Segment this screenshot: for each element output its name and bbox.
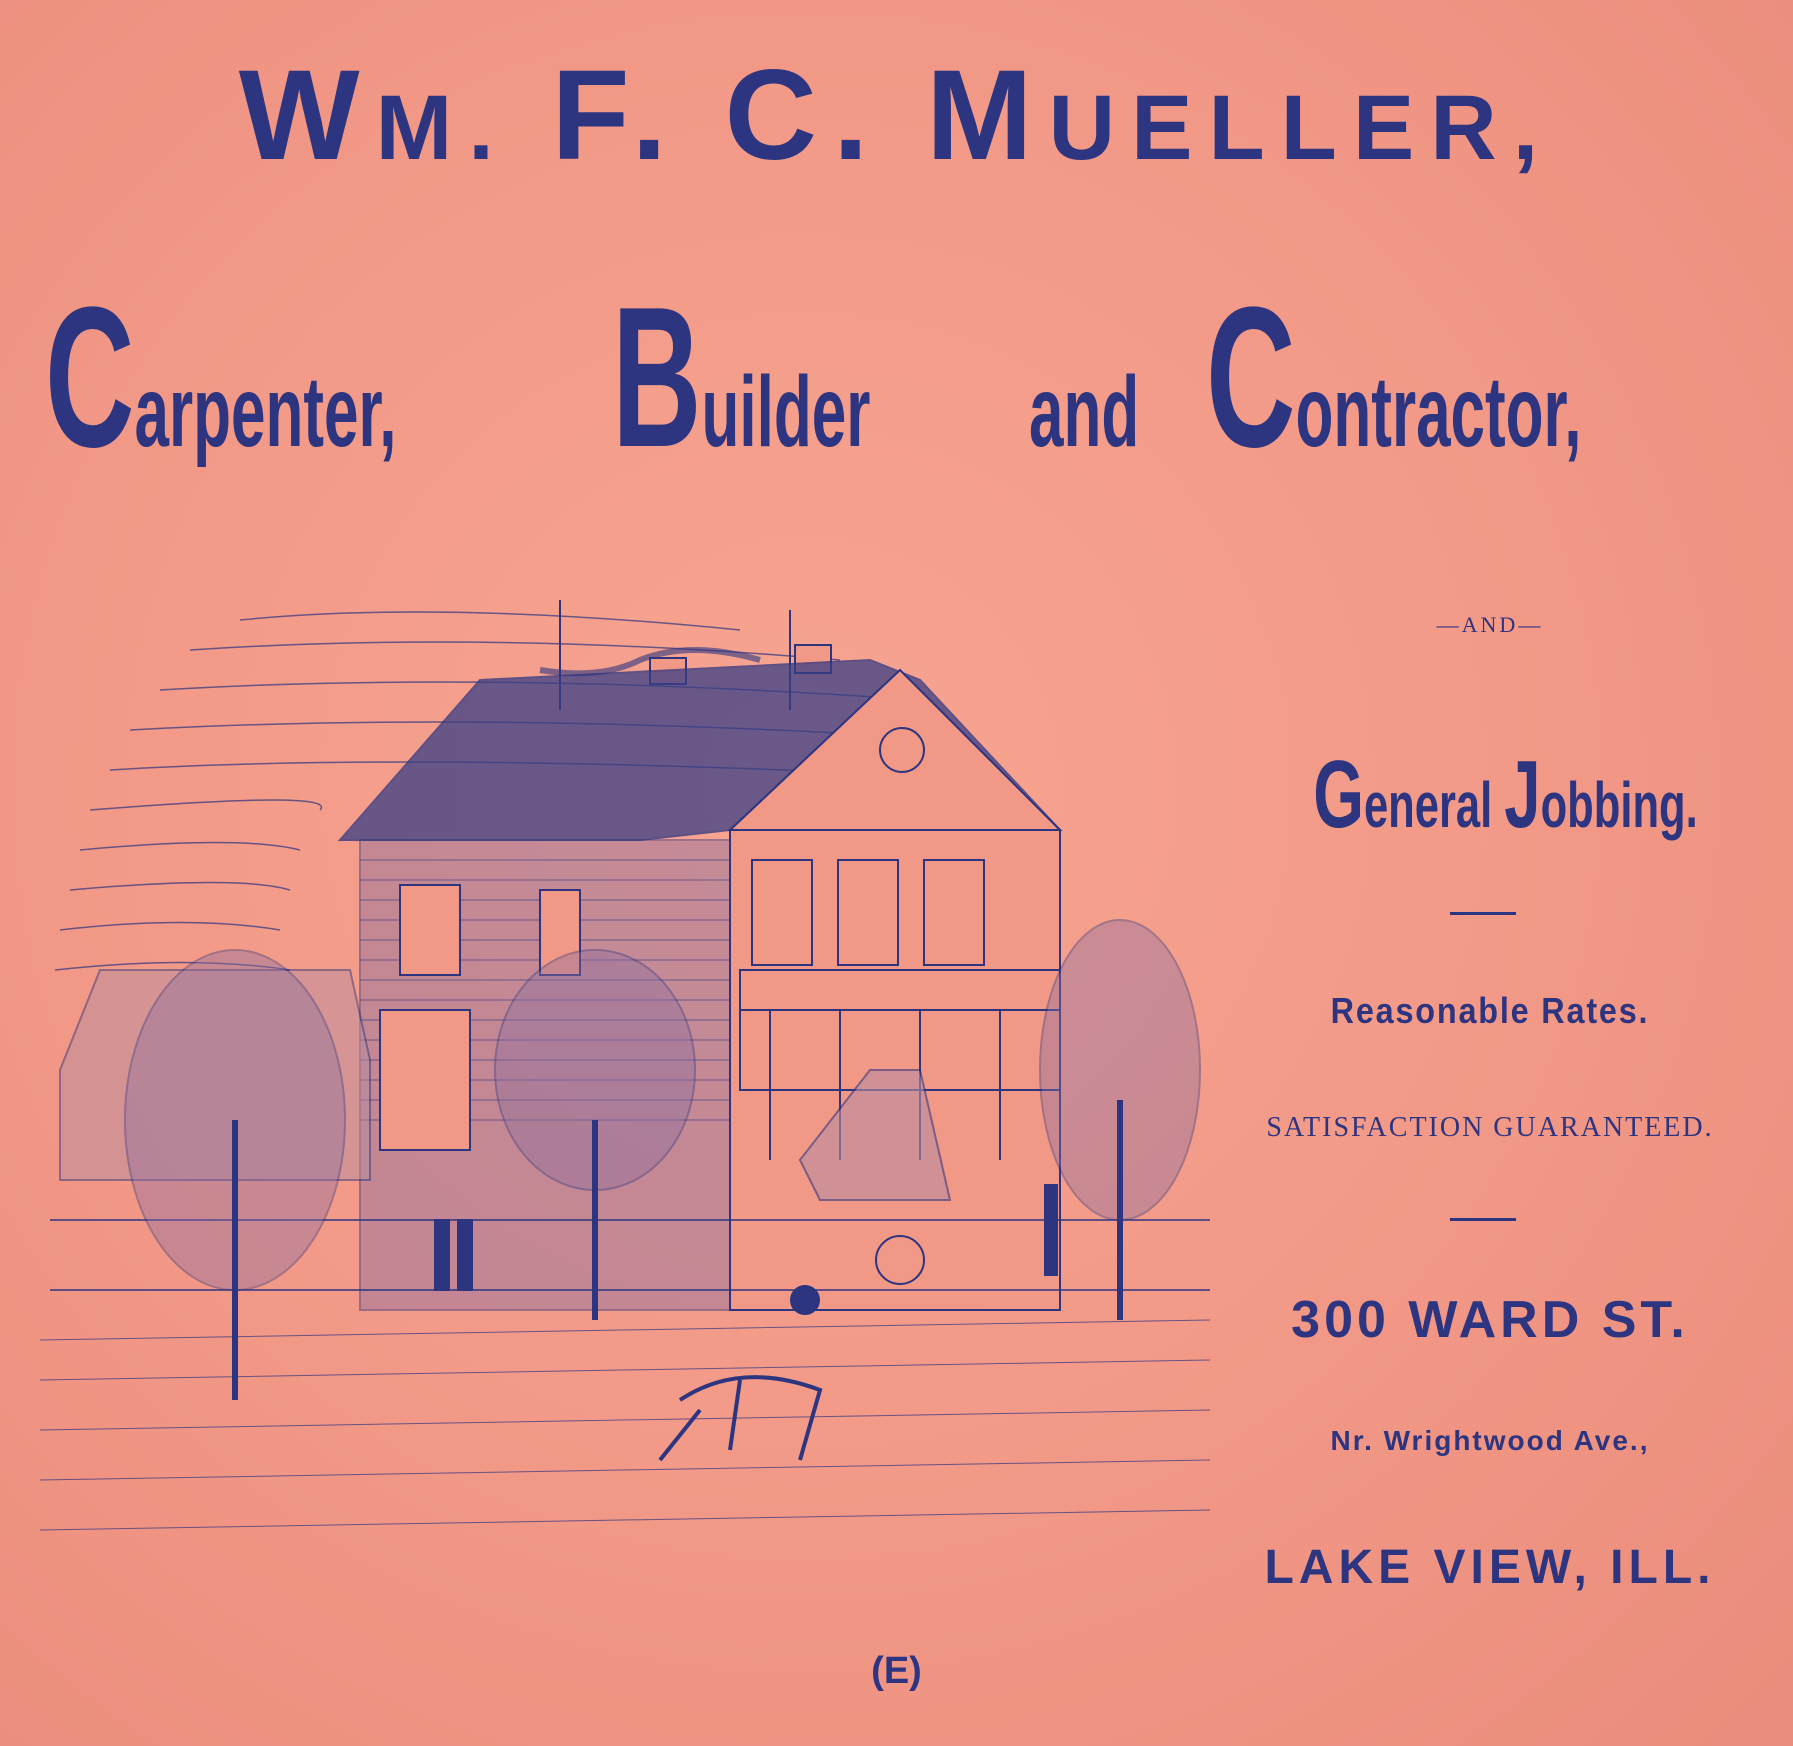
general-jobbing: [1313, 740, 1698, 850]
name-surname-rest: UELLER,: [1048, 77, 1555, 179]
name-surname-initial: M: [926, 44, 1049, 187]
jobbing-j-cap: J: [1504, 741, 1541, 848]
carpenter-cap: C: [45, 266, 135, 489]
city-state: LAKE VIEW, ILL.: [1264, 1541, 1716, 1594]
jobbing-obbing: obbing.: [1540, 769, 1698, 841]
trade-contractor: [1206, 266, 1582, 489]
divider-rule-2: [1450, 1218, 1516, 1221]
name-part-m: M.: [375, 77, 510, 179]
name-initial-w: W: [238, 44, 376, 187]
builder-rest: uilder: [701, 356, 871, 468]
street-address: 300 WARD ST.: [1291, 1291, 1689, 1349]
satisfaction-guaranteed: SATISFACTION GUARANTEED.: [1266, 1112, 1714, 1143]
trade-carpenter: [45, 266, 397, 489]
trade-builder: [611, 266, 871, 489]
jobbing-eneral: eneral: [1363, 769, 1493, 841]
contractor-rest: ontractor,: [1295, 356, 1582, 468]
builder-cap: B: [611, 266, 702, 489]
divider-rule-1: [1450, 912, 1516, 915]
carpenter-rest: arpenter,: [134, 356, 397, 468]
page-mark: (E): [871, 1650, 922, 1692]
trade-and: and: [1028, 356, 1139, 468]
name-initial-f: F.: [551, 44, 683, 187]
trade-line: [45, 266, 1748, 489]
cross-street: Nr. Wrightwood Ave.,: [1330, 1425, 1650, 1456]
business-name: [0, 42, 1793, 189]
name-initial-c: C.: [724, 44, 885, 187]
reasonable-rates: Reasonable Rates.: [1330, 990, 1650, 1031]
and-connector: —AND—: [1436, 612, 1544, 637]
jobbing-g-cap: G: [1313, 741, 1364, 848]
house-engraving: [40, 600, 1220, 1640]
contractor-cap: C: [1206, 266, 1296, 489]
